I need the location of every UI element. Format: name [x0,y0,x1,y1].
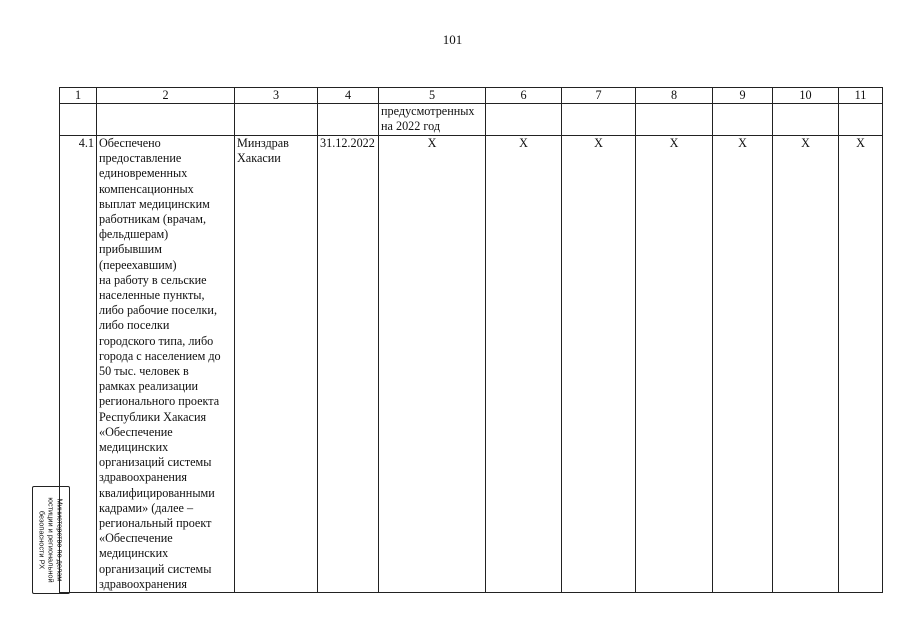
row-description: Обеспечено предоставление единовременных компенсационных выплат медицинским работникам (врачам, фельдшерам) прибывшим (переехавшим) на работу в сельские населенные пункты, либо рабочие поселки, либо поселки городского типа, либо города с населением до 50 тыс. человек в рамках реализации регионального проекта Республики Хакасия «Обеспечение медицинских организаций системы здравоохранения квалифицированными кадрами» (далее – региональный проект «Обеспечение медицинских организаций системы здравоохранения [97,136,235,593]
page-number: 101 [442,32,463,47]
column-header: 9 [713,88,773,104]
column-header: 11 [839,88,883,104]
cell-mark: Х [379,136,486,593]
table-cell [60,104,97,136]
row-number: 4.1 [60,136,97,593]
registration-stamp [32,486,70,594]
table-cell [97,104,235,136]
table-cell [636,104,713,136]
cell-mark: Х [562,136,636,593]
cell-mark: Х [839,136,883,593]
column-header: 7 [562,88,636,104]
cell-mark: Х [773,136,839,593]
table-cell [318,104,379,136]
column-header: 4 [318,88,379,104]
cell-mark: Х [636,136,713,593]
column-header: 2 [97,88,235,104]
table-cell [839,104,883,136]
table-cell [486,104,562,136]
table-cell [713,104,773,136]
deadline-date: 31.12.2022 [318,136,379,593]
document-table [59,87,883,593]
continuation-text: предусмотренных на 2022 год [379,104,486,136]
cell-mark: Х [486,136,562,593]
table-row [60,136,883,593]
cell-mark: Х [713,136,773,593]
stamp-text: Министерство по делам юстиции и региональной безопасности РХ [37,497,65,583]
table-cell [773,104,839,136]
continuation-row [60,104,883,136]
table-cell [562,104,636,136]
responsible-agency: Минздрав Хакасии [235,136,318,593]
column-header: 10 [773,88,839,104]
column-number-row [60,88,883,104]
column-header: 8 [636,88,713,104]
column-header: 3 [235,88,318,104]
table-cell [235,104,318,136]
column-header: 1 [60,88,97,104]
column-header: 5 [379,88,486,104]
column-header: 6 [486,88,562,104]
